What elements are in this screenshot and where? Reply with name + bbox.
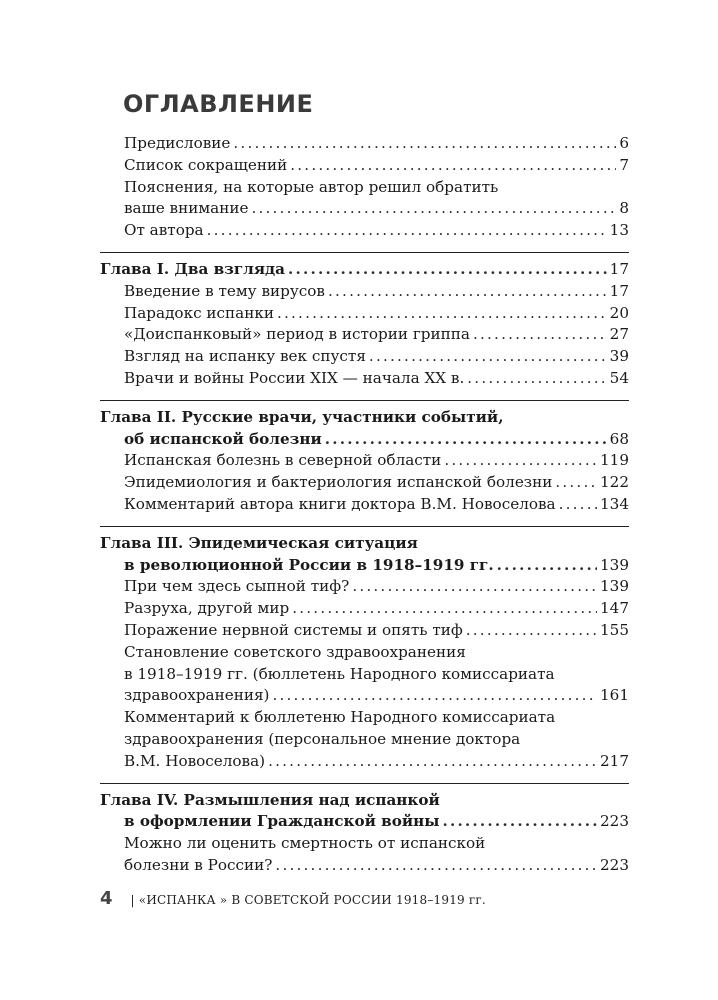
toc-entry-line: Комментарий к бюллетеню Народного комиссариата xyxy=(124,708,556,727)
toc-entry[interactable] xyxy=(100,707,629,772)
toc-entry-title: Парадокс испанки xyxy=(124,303,274,322)
dot-leader xyxy=(466,620,597,642)
toc-entry[interactable] xyxy=(100,620,629,642)
toc-page-number: 13 xyxy=(609,221,629,240)
toc-entry[interactable] xyxy=(100,833,629,877)
toc-entry[interactable] xyxy=(100,220,629,242)
toc-title: ОГЛАВЛЕНИЕ xyxy=(123,90,314,118)
toc-entry-title: Список сокращений xyxy=(124,155,288,174)
toc-chapter-heading[interactable] xyxy=(100,533,629,577)
dot-leader xyxy=(369,346,607,368)
toc-entry-line: здравоохранения (персональное мнение доктора xyxy=(124,729,521,748)
toc-page-number: 161 xyxy=(600,686,629,705)
toc-chapter-section xyxy=(100,526,629,773)
dot-leader xyxy=(207,220,607,242)
dot-leader xyxy=(559,494,597,516)
toc-entry[interactable] xyxy=(100,281,629,303)
toc-page-number: 54 xyxy=(609,368,629,387)
toc-chapter-heading[interactable] xyxy=(100,407,629,451)
dot-leader xyxy=(555,472,597,494)
toc-entry[interactable] xyxy=(100,346,629,368)
toc-entry[interactable] xyxy=(100,155,629,177)
toc-entry-title: в оформлении Гражданской войны xyxy=(124,812,440,831)
dot-leader xyxy=(292,598,597,620)
toc-entry-line: Глава III. Эпидемическая ситуация xyxy=(100,533,418,552)
toc-page-number: 6 xyxy=(619,134,629,152)
dot-leader xyxy=(290,155,616,177)
toc-entry-title: От автора xyxy=(124,221,204,240)
running-title: | «ИСПАНКА » В СОВЕТСКОЙ РОССИИ 1918–1919 гг. xyxy=(130,893,486,907)
toc-entry-title: Глава I. Два взгляда xyxy=(100,259,286,278)
toc-page-number: 39 xyxy=(609,347,629,366)
toc-page-number: 20 xyxy=(609,303,629,322)
toc-page-number: 139 xyxy=(600,577,629,596)
toc-entry-title: Эпидемиология и бактериология испанской болезни xyxy=(124,473,553,492)
toc-entry-line: Глава IV. Размышления над испанкой xyxy=(100,790,440,809)
toc-page-number: 139 xyxy=(600,555,629,574)
toc-entry[interactable] xyxy=(100,324,629,346)
dot-leader xyxy=(467,368,606,390)
toc-page-number: 223 xyxy=(600,812,629,831)
toc-entry-line: Пояснения, на которые автор решил обратить xyxy=(124,177,499,196)
toc-entry[interactable] xyxy=(100,133,629,155)
toc-entry-title: Поражение нервной системы и опять тиф xyxy=(124,620,463,639)
toc-page-number: 122 xyxy=(600,473,629,492)
toc-entry-line: Глава II. Русские врачи, участники событий, xyxy=(100,407,504,426)
dot-leader xyxy=(352,576,597,598)
toc-entry-title: В.М. Новоселова) xyxy=(124,751,266,770)
page-footer xyxy=(100,888,486,909)
toc-entry-title: Взгляд на испанку век спустя xyxy=(124,347,366,366)
page-number: 4 xyxy=(100,888,113,909)
toc-entry-title: ваше внимание xyxy=(124,199,249,218)
toc-entry-title: об испанской болезни xyxy=(124,429,322,448)
toc-entry[interactable] xyxy=(100,303,629,325)
toc-entry-title: «Доиспанковый» период в истории гриппа xyxy=(124,325,470,344)
dot-leader xyxy=(251,198,616,220)
toc-entry-title: Врачи и войны России XIX — начала XX в. xyxy=(124,368,465,387)
dot-leader xyxy=(444,450,597,472)
toc-chapter-heading[interactable] xyxy=(100,259,629,281)
dot-leader xyxy=(328,281,607,303)
toc-entry-title: Предисловие xyxy=(124,134,231,152)
toc-entry-title: в революционной России в 1918–1919 гг. xyxy=(124,555,494,574)
toc-page-number: 17 xyxy=(609,281,629,300)
table-of-contents xyxy=(100,133,629,877)
toc-entry-title: Разруха, другой мир xyxy=(124,599,290,618)
toc-entry[interactable] xyxy=(100,642,629,707)
toc-entry-title: здравоохранения) xyxy=(124,686,270,705)
toc-page-number: 8 xyxy=(619,199,629,218)
dot-leader xyxy=(325,429,607,451)
toc-entry[interactable] xyxy=(100,472,629,494)
dot-leader xyxy=(288,259,607,281)
toc-entry-title: Введение в тему вирусов xyxy=(124,281,325,300)
toc-page-number: 68 xyxy=(609,429,629,448)
toc-page-number: 223 xyxy=(600,855,629,874)
toc-page-number: 119 xyxy=(600,451,629,470)
toc-entry-title: Комментарий автора книги доктора В.М. Новоселова xyxy=(124,494,556,513)
toc-page-number: 17 xyxy=(609,259,629,278)
dot-leader xyxy=(268,751,597,773)
dot-leader xyxy=(233,133,616,155)
dot-leader xyxy=(442,811,597,833)
toc-chapter-section xyxy=(100,252,629,390)
dot-leader xyxy=(275,855,597,877)
dot-leader xyxy=(272,685,597,707)
toc-chapter-section xyxy=(100,783,629,877)
toc-entry-line: Становление советского здравоохранения xyxy=(124,642,466,661)
toc-chapter-section xyxy=(100,400,629,516)
toc-entry[interactable] xyxy=(100,177,629,221)
toc-entry-line: Можно ли оценить смертность от испанской xyxy=(124,834,486,853)
dot-leader xyxy=(473,324,607,346)
toc-page-number: 134 xyxy=(600,494,629,513)
toc-page-number: 155 xyxy=(600,620,629,639)
toc-chapter-heading[interactable] xyxy=(100,790,629,834)
toc-page-number: 217 xyxy=(600,751,629,770)
toc-entry-title: болезни в России? xyxy=(124,855,273,874)
toc-entry[interactable] xyxy=(100,494,629,516)
toc-entry-line: в 1918–1919 гг. (бюллетень Народного комиссариата xyxy=(124,664,555,683)
toc-front-matter xyxy=(100,133,629,242)
toc-page-number: 27 xyxy=(609,325,629,344)
toc-entry[interactable] xyxy=(100,368,629,390)
toc-entry-title: При чем здесь сыпной тиф? xyxy=(124,577,350,596)
toc-entry[interactable] xyxy=(100,450,629,472)
dot-leader xyxy=(277,303,607,325)
toc-entry[interactable] xyxy=(100,576,629,598)
toc-page-number: 147 xyxy=(600,599,629,618)
toc-entry[interactable] xyxy=(100,598,629,620)
dot-leader xyxy=(497,555,597,577)
toc-page-number: 7 xyxy=(619,155,629,174)
toc-entry-title: Испанская болезнь в северной области xyxy=(124,451,442,470)
